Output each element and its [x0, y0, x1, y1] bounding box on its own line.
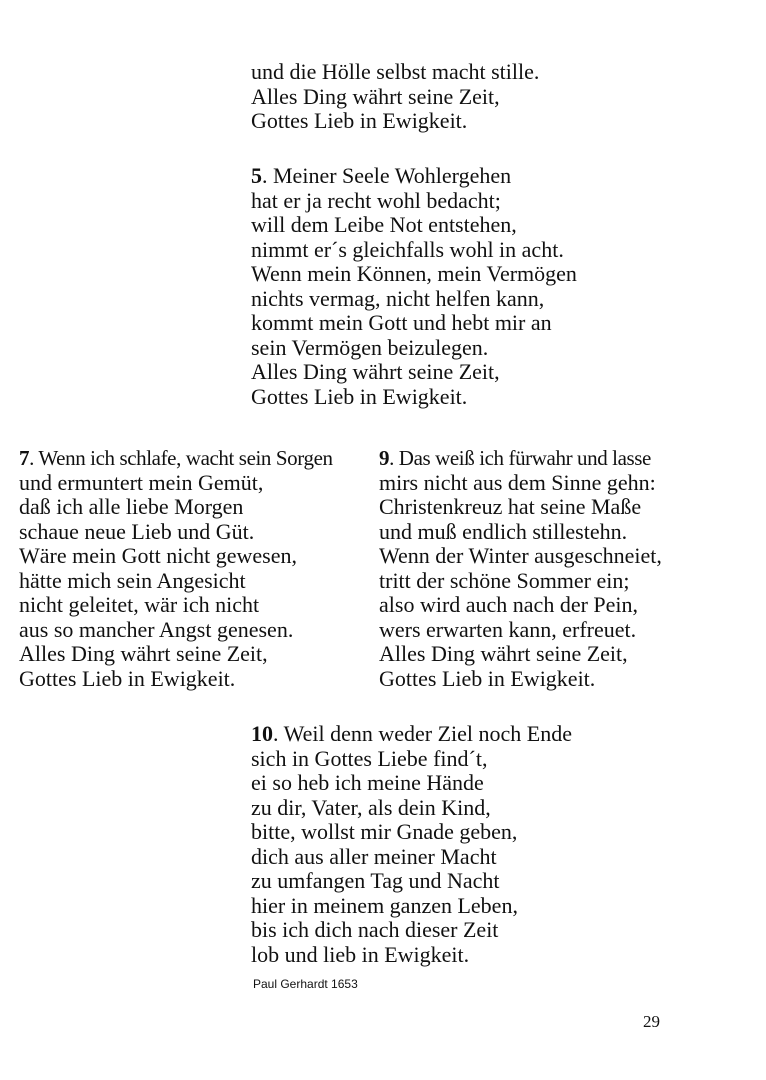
verse-line: bitte, wollst mir Gnade geben, [251, 819, 518, 844]
verse-line: lob und lieb in Ewigkeit. [251, 941, 470, 967]
verse-line: sich in Gottes Liebe find´t, [251, 745, 488, 771]
verse-line: Gottes Lieb in Ewigkeit. [251, 383, 468, 409]
verse-line: tritt der schöne Sommer ein; [379, 567, 630, 593]
verse-line: Gottes Lieb in Ewigkeit. [19, 665, 236, 691]
verse-line: Alles Ding währt seine Zeit, [379, 641, 628, 666]
verse-line: nicht geleitet, wär ich nicht [19, 592, 260, 617]
verse-line: und ermuntert mein Gemüt, [19, 469, 264, 495]
verse-line: hat er ja recht wohl bedacht; [251, 187, 501, 213]
verse-line: wers erwarten kann, erfreuet. [379, 616, 637, 642]
verse-line: will dem Leibe Not entstehen, [251, 212, 517, 237]
stanza-5 [251, 164, 577, 409]
verse-line: sein Vermögen beizulegen. [251, 334, 489, 360]
verse-line: Wäre mein Gott nicht gewesen, [19, 543, 297, 568]
verse-line: hier in meinem ganzen Leben, [251, 892, 518, 918]
verse-line: und muß endlich stillestehn. [379, 518, 628, 544]
verse-line: Alles Ding währt seine Zeit, [19, 641, 268, 666]
verse-line: nichts vermag, nicht helfen kann, [251, 285, 545, 311]
verse-line: Christenkreuz hat seine Maße [379, 494, 642, 519]
verse-first-line [19, 446, 333, 471]
verse-line: also wird auch nach der Pein, [379, 592, 639, 617]
verse-line: hätte mich sein Angesicht [19, 567, 246, 593]
verse-line-text: . Das weiß ich fürwahr und lasse [389, 446, 651, 470]
verse-line: Wenn mein Können, mein Vermögen [251, 261, 577, 286]
verse-first-line [251, 722, 572, 747]
verse-line: Gottes Lieb in Ewigkeit. [251, 108, 468, 133]
stanza-number: 10 [251, 721, 273, 746]
verse-line: kommt mein Gott und hebt mir an [251, 310, 552, 335]
verse-line: Gottes Lieb in Ewigkeit. [379, 665, 596, 691]
verse-line: dich aus aller meiner Macht [251, 843, 497, 869]
stanza-number: 9 [379, 446, 390, 470]
verse-line: Wenn der Winter ausgeschneiet, [379, 543, 662, 568]
verse-line-text: . Wenn ich schlafe, wacht sein Sorgen [29, 446, 333, 470]
verse-first-line [251, 164, 577, 189]
verse-line-text: . Weil denn weder Ziel noch Ende [273, 721, 572, 746]
stanza-10 [251, 722, 572, 967]
verse-line: schaue neue Lieb und Güt. [19, 518, 255, 544]
page-number: 29 [643, 1012, 660, 1031]
verse-line: aus so mancher Angst genesen. [19, 616, 294, 642]
verse-first-line [379, 446, 662, 471]
stanza-9 [379, 446, 662, 691]
verse-line: Alles Ding währt seine Zeit, [251, 83, 500, 109]
verse-line: mirs nicht aus dem Sinne gehn: [379, 469, 656, 495]
verse-line: nimmt er´s gleichfalls wohl in acht. [251, 236, 564, 262]
stanza-continuation [251, 60, 539, 134]
stanza-number: 7 [19, 446, 30, 470]
stanza-number: 5 [251, 163, 262, 188]
verse-line: zu umfangen Tag und Nacht [251, 868, 500, 893]
stanza-7 [19, 446, 333, 691]
verse-line: ei so heb ich meine Hände [251, 770, 484, 795]
author-credit: Paul Gerhardt 1653 [253, 977, 358, 991]
verse-line: zu dir, Vater, als dein Kind, [251, 794, 491, 820]
verse-line-text: . Meiner Seele Wohlergehen [262, 163, 512, 188]
verse-line: Alles Ding währt seine Zeit, [251, 359, 500, 384]
verse-line: und die Hölle selbst macht stille. [251, 59, 540, 84]
verse-line: daß ich alle liebe Morgen [19, 494, 244, 519]
verse-line: bis ich dich nach dieser Zeit [251, 917, 499, 942]
